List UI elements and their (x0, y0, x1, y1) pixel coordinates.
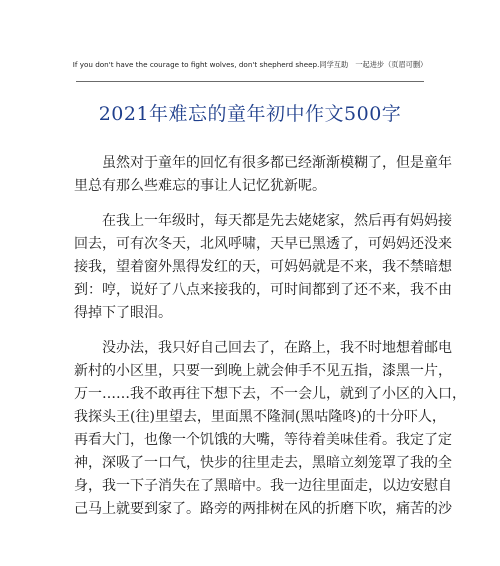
paragraph-line: 身，我一下子消失在了黑暗中。我一边往里面走，以边安慰自 (74, 478, 452, 494)
paragraph-line: 里总有那么些难忘的事让人记忆犹新呢。 (74, 178, 326, 194)
paragraph-line: 没办法，我只好自己回去了，在路上，我不时地想着邮电 (74, 340, 452, 356)
paragraph-2 (74, 210, 452, 325)
header-divider (76, 81, 424, 82)
paragraph-line: 虽然对于童年的回忆有很多都已经渐渐模糊了，但是童年 (74, 155, 452, 171)
paragraph-line: 到：哼，说好了八点来接我的，可时间都到了还不来，我不由 (74, 282, 452, 298)
paragraph-line: 再看大门，也像一个饥饿的大嘴，等待着美味佳肴。我定了定 (74, 432, 452, 448)
paragraph-3 (74, 337, 466, 521)
paragraph-line: 万一……我不敢再往下想下去，不一会儿，就到了小区的入口， (74, 386, 466, 402)
document-body (74, 152, 466, 533)
paragraph-line: 神，深吸了一口气，快步的往里走去，黑暗立刻笼罩了我的全 (74, 455, 452, 471)
page-header-text: If you don't have the courage to fight wolves, don't shepherd sheep.同学互助 一起进步（页眉可删） (72, 60, 428, 69)
paragraph-line: 在我上一年级时，每天都是先去姥姥家，然后再有妈妈接 (74, 213, 452, 229)
paragraph-line: 己马上就要到家了。路旁的两排树在风的折磨下吹，痛苦的沙 (74, 501, 452, 517)
document-title: 2021年难忘的童年初中作文500字 (98, 103, 402, 125)
paragraph-line: 我探头王(往)里望去，里面黑不隆洞(黑咕隆咚)的十分吓人， (74, 409, 446, 425)
paragraph-line: 得掉下了眼泪。 (74, 305, 172, 321)
paragraph-line: 接我，望着窗外黑得发红的天，可妈妈就是不来，我不禁暗想 (74, 259, 452, 275)
paragraph-1 (74, 152, 452, 198)
paragraph-line: 回去，可有次冬天，北风呼啸，天早已黑透了，可妈妈还没来 (74, 236, 452, 252)
paragraph-line: 新村的小区里，只要一到晚上就会伸手不见五指，漆黑一片， (74, 363, 452, 379)
